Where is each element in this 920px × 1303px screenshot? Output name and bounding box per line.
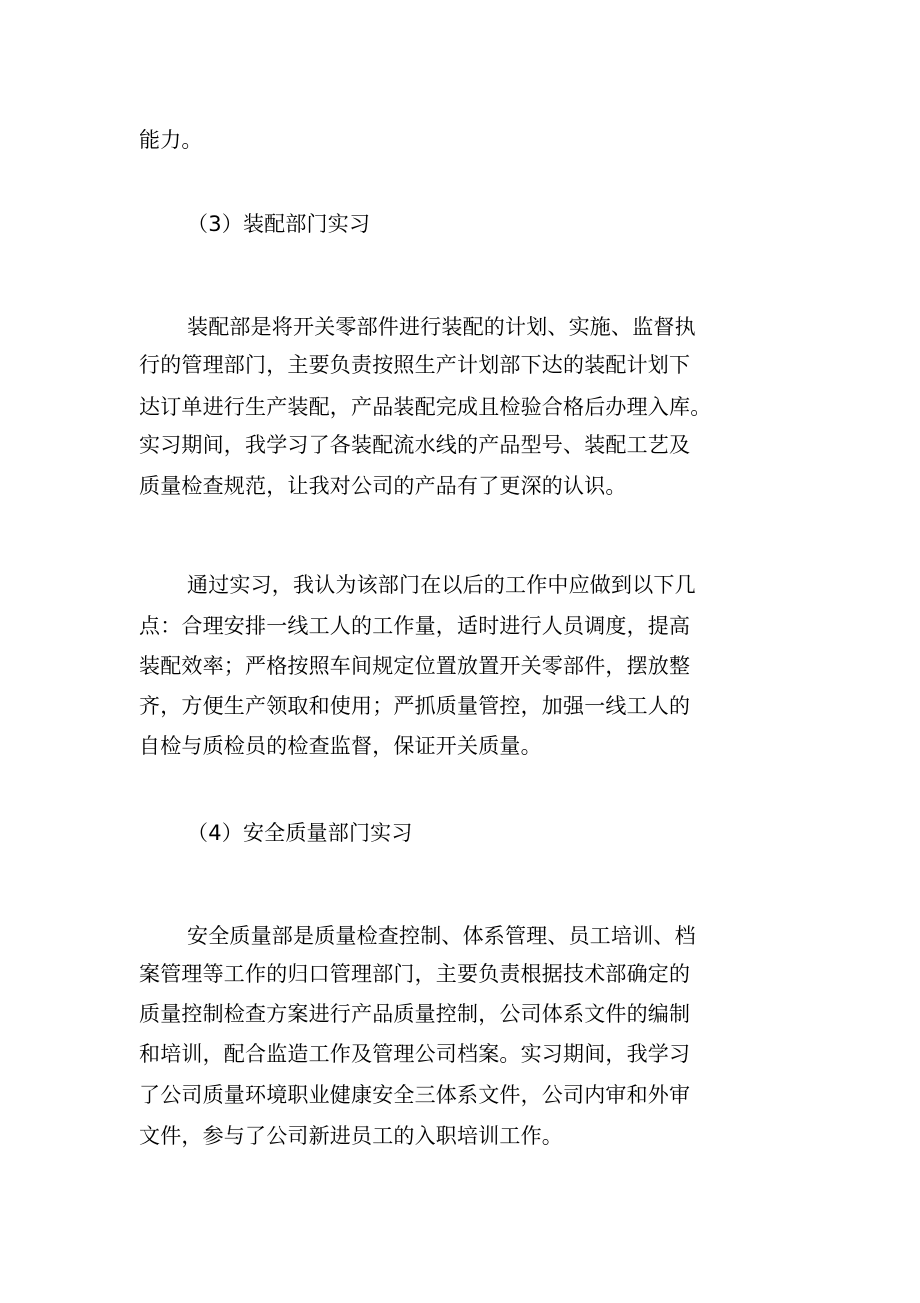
paragraph-line: 自检与质检员的检查监督，保证开关质量。 bbox=[139, 734, 542, 758]
paragraph-line: 齐，方便生产领取和使用；严抓质量管控，加强一线工人的 bbox=[139, 694, 691, 718]
paragraph-line: 实习期间，我学习了各装配流水线的产品型号、装配工艺及 bbox=[139, 433, 691, 457]
paragraph-line: 安全质量部是质量检查控制、体系管理、员工培训、档 bbox=[187, 924, 696, 948]
paragraph-line: 文件，参与了公司新进员工的入职培训工作。 bbox=[139, 1124, 563, 1148]
paragraph-line: 质量检查规范，让我对公司的产品有了更深的认识。 bbox=[139, 474, 627, 498]
paragraph-line: 通过实习，我认为该部门在以后的工作中应做到以下几 bbox=[187, 573, 696, 597]
paragraph-line: 行的管理部门，主要负责按照生产计划部下达的装配计划下 bbox=[139, 353, 691, 377]
paragraph-line: 装配效率；严格按照车间规定位置放置开关零部件，摆放整 bbox=[139, 654, 691, 678]
paragraph-line: 了公司质量环境职业健康安全三体系文件，公司内审和外审 bbox=[139, 1083, 691, 1107]
paragraph-line: 质量控制检查方案进行产品质量控制，公司体系文件的编制 bbox=[139, 1002, 691, 1026]
paragraph-line: 达订单进行生产装配，产品装配完成且检验合格后办理入库。 bbox=[139, 395, 712, 419]
paragraph-line: 点：合理安排一线工人的工作量，适时进行人员调度，提高 bbox=[139, 614, 691, 638]
section-3-heading: （3）装配部门实习 bbox=[187, 212, 371, 236]
paragraph-line: 和培训，配合监造工作及管理公司档案。实习期间，我学习 bbox=[139, 1042, 691, 1066]
section-4-heading: （4）安全质量部门实习 bbox=[187, 821, 413, 845]
paragraph-line: 案管理等工作的归口管理部门，主要负责根据技术部确定的 bbox=[139, 962, 691, 986]
paragraph-line: 装配部是将开关零部件进行装配的计划、实施、监督执 bbox=[187, 315, 696, 339]
carry-over-text: 能力。 bbox=[139, 128, 203, 152]
